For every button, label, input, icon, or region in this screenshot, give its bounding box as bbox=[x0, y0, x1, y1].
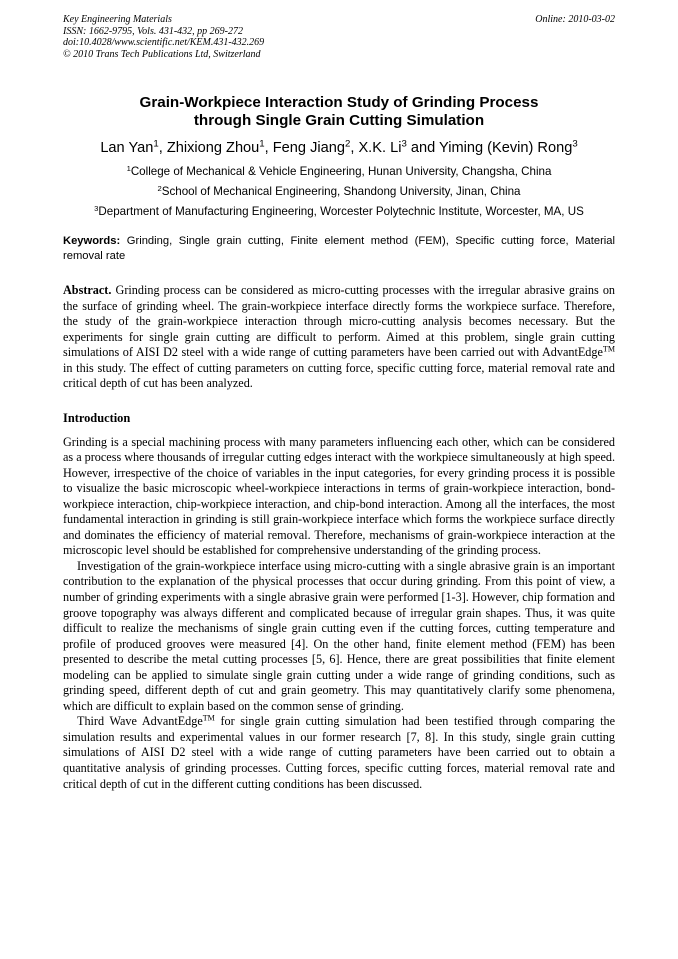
intro-paragraph-3-start: Third Wave AdvantEdge bbox=[77, 714, 203, 729]
abstract-block bbox=[63, 283, 615, 392]
affiliation-text: Department of Manufacturing Engineering, Worcester Polytechnic Institute, Worcester, MA, US bbox=[98, 205, 584, 218]
keywords-label: Keywords: bbox=[63, 235, 121, 247]
affiliation-mark: 2 bbox=[157, 183, 162, 193]
affiliation-mark: 1 bbox=[126, 163, 131, 173]
author-affiliation-mark: 3 bbox=[401, 138, 407, 150]
author-name: Yiming (Kevin) Rong bbox=[439, 140, 573, 156]
affiliation-text: School of Mechanical Engineering, Shandong University, Jinan, China bbox=[161, 185, 521, 198]
author-name: Lan Yan bbox=[100, 140, 154, 156]
author-affiliation-mark: 1 bbox=[153, 138, 159, 150]
author-separator: and bbox=[406, 140, 440, 156]
online-date: Online: 2010-03-02 bbox=[535, 14, 615, 25]
author-name: Zhixiong Zhou bbox=[166, 140, 260, 156]
affiliation-mark: 3 bbox=[94, 203, 99, 213]
keywords-block bbox=[63, 234, 615, 264]
issn-line: ISSN: 1662-9795, Vols. 431-432, pp 269-272 bbox=[63, 25, 243, 37]
abstract-label: Abstract. bbox=[63, 283, 112, 297]
keywords-text: Grinding, Single grain cutting, Finite element method (FEM), Specific cutting force, Material removal rate bbox=[63, 235, 616, 262]
paper-page bbox=[63, 14, 615, 792]
title-line-2: through Single Grain Cutting Simulation bbox=[193, 112, 485, 129]
intro-paragraph-2: Investigation of the grain-workpiece interface using micro-cutting with a single abrasive grain is an important contribution to the explanation of the physical processes that occur during grinding. From this point of view, a number of grinding experiments with a single abrasive grain were performed [1-3]. However, chip formation and groove topography was always different and complicated because of irregular grain shapes. Thus, it was quite difficult to realize the mechanisms of single grain cutting even if the cutting forces, cutting temperature and profile of produced grooves were measured [4]. On the other hand, finite element method (FEM) has been presented to describe the metal cutting processes [5, 6]. Hence, there are great possibilities that finite element modeling can be applied to simulate single grain cutting under a wide range of grinding conditions, such as grinding speed, different depth of cut and grain geometry. This may quantitatively clarify some phenomena, which are difficult to explain based on the common sense of grinding. bbox=[63, 558, 615, 713]
abstract-text: Grinding process can be considered as micro-cutting processes with the irregular abrasive grains on the surface of grinding wheel. The grain-workpiece interface directly forms the workpiece surface. Therefore, the study of the grain-workpiece interaction through micro-cutting analysis becomes necessary. But the experiments for single grain cutting are difficult to perform. Aimed at this problem, single grain cutting simulations of AISI D2 steel with a wide range of cutting parameters have been carried out with AdvantEdge bbox=[63, 283, 616, 359]
author-affiliation-mark: 3 bbox=[572, 138, 578, 150]
author-name: Feng Jiang bbox=[272, 140, 345, 156]
intro-paragraph-3 bbox=[63, 714, 615, 792]
affiliation-2 bbox=[63, 185, 615, 198]
journal-header bbox=[63, 14, 615, 60]
author-separator: , bbox=[350, 140, 359, 156]
affiliation-3 bbox=[63, 205, 615, 218]
author-name: X.K. Li bbox=[358, 140, 402, 156]
trademark-mark: TM bbox=[202, 713, 215, 723]
intro-paragraph-1: Grinding is a special machining process with many parameters influencing each other, which can be considered as a process where thousands of irregular cutting edges interact with the workpiece simultaneously at high speed. However, irrespective of the choice of variables in the input categories, for every grinding process it is possible to visualize the basic microscopic wheel-workpiece interactions in terms of grain-workpiece interaction, bond-workpiece interaction, chip-workpiece interaction, and chip-bond interaction. Among all the interfaces, the most fundamental interaction in grinding is still grain-workpiece interface which forms the workpiece surface directly and dominates the efficiency of material removal. Therefore, mechanisms of grain-workpiece interaction at the microscopic level should be established for comprehensive understanding of the grinding process. bbox=[63, 434, 615, 558]
author-list bbox=[63, 140, 615, 156]
abstract-text-cont: in this study. The effect of cutting parameters on cutting force, specific cutting force, material removal rate and critical depth of cut has been analyzed. bbox=[63, 360, 615, 390]
trademark-mark: TM bbox=[602, 344, 615, 354]
title-line-1: Grain-Workpiece Interaction Study of Grinding Process bbox=[139, 94, 539, 111]
copyright-line: © 2010 Trans Tech Publications Ltd, Switzerland bbox=[63, 48, 261, 60]
affiliation-1 bbox=[63, 165, 615, 178]
author-affiliation-mark: 2 bbox=[344, 138, 351, 150]
author-separator: , bbox=[158, 140, 167, 156]
affiliation-text: College of Mechanical & Vehicle Engineering, Hunan University, Changsha, China bbox=[130, 165, 552, 178]
doi-line[interactable]: doi:10.4028/www.scientific.net/KEM.431-432.269 bbox=[63, 37, 265, 48]
section-heading-introduction: Introduction bbox=[63, 410, 131, 425]
author-affiliation-mark: 1 bbox=[259, 138, 265, 150]
journal-name: Key Engineering Materials bbox=[63, 14, 172, 25]
author-separator: , bbox=[264, 140, 273, 156]
intro-paragraph-3-rest: for single grain cutting simulation had been testified through comparing the simulation results and experimental values in our former research [7, 8]. In this study, single grain cutting simulations of AISI D2 steel with a wide range of cutting parameters have been carried out to obtain a quantitative analysis of grinding processes. Cutting forces, specific cutting forces, material removal rate and critical depth of cut in the different cutting conditions has been discussed. bbox=[63, 714, 615, 791]
paper-title bbox=[63, 94, 615, 130]
